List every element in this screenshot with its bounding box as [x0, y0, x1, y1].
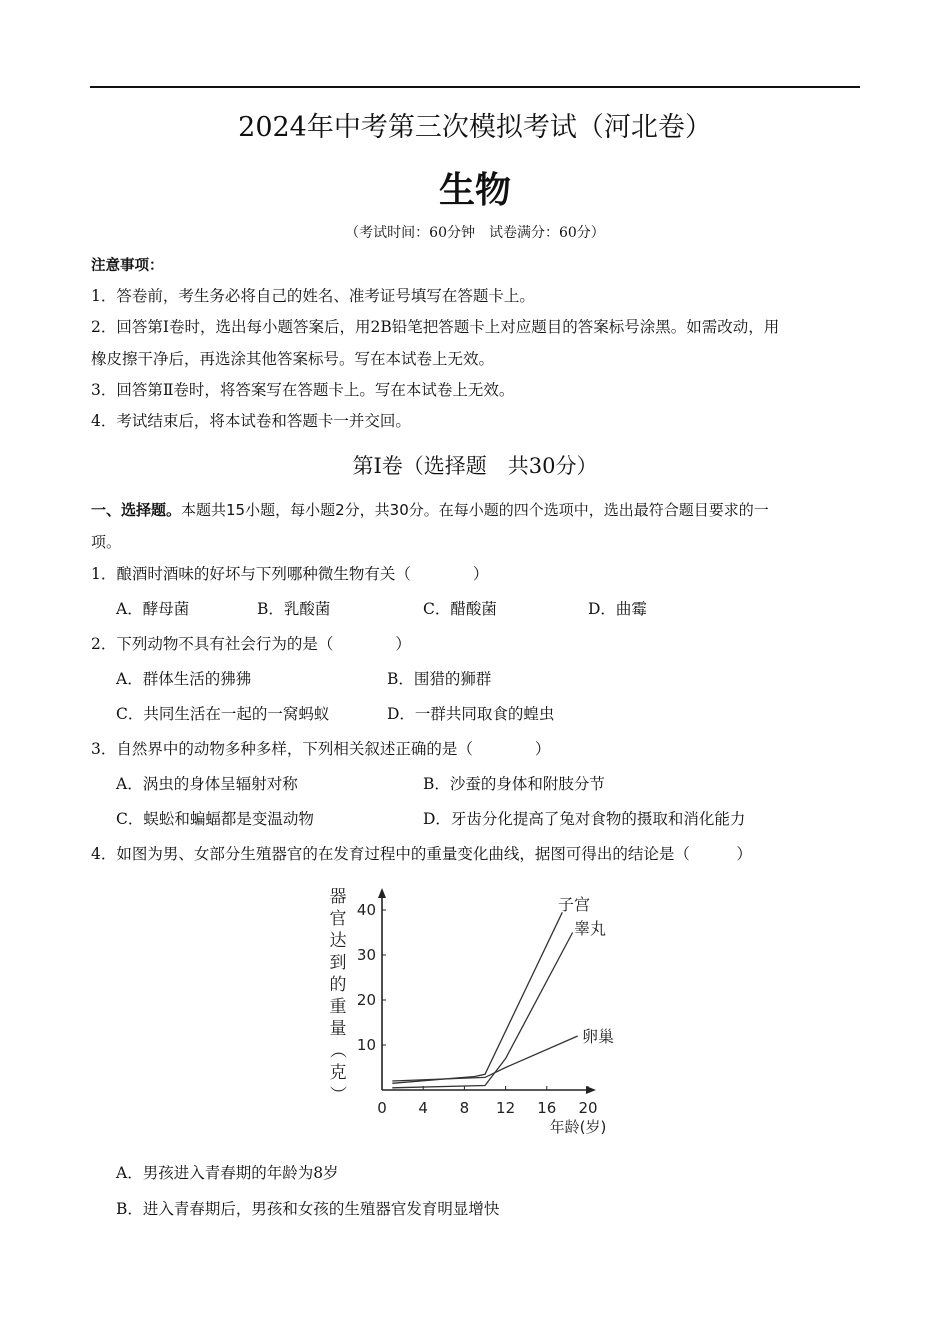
q3-option-a[interactable]: A．涡虫的身体呈辐射对称 [116, 775, 298, 793]
y-label-char: 官 [329, 909, 347, 929]
y-tick-label: 40 [356, 901, 376, 919]
x-tick-label: 12 [496, 1099, 516, 1117]
x-tick-label: 0 [377, 1099, 387, 1117]
y-label-char: 到 [329, 953, 347, 973]
x-axis-label: 年龄(岁) [549, 1118, 607, 1136]
series-label: 子宫 [558, 895, 591, 914]
question-4-stem: 4．如图为男、女部分生殖器官的在发育过程中的重量变化曲线，据图可得出的结论是（ ） [91, 845, 752, 863]
top-rule [90, 86, 860, 88]
x-tick-label: 4 [418, 1099, 428, 1117]
y-label-char: 的 [329, 975, 347, 995]
question-3-stem: 3．自然界中的动物多种多样，下列相关叙述正确的是（ ） [91, 740, 551, 758]
q1-option-b[interactable]: B．乳酸菌 [257, 600, 331, 618]
note-item: 1．答卷前，考生务必将自己的姓名、准考证号填写在答题卡上。 [91, 287, 535, 305]
y-axis-arrow [378, 888, 386, 898]
question-2-stem: 2．下列动物不具有社会行为的是（ ） [91, 635, 411, 653]
exam-meta: （考试时间：60分钟 试卷满分：60分） [345, 225, 605, 241]
q3-option-b[interactable]: B．沙蚕的身体和附肢分节 [423, 775, 605, 793]
note-item: 3．回答第Ⅱ卷时，将答案写在答题卡上。写在本试卷上无效。 [91, 381, 515, 399]
subject-title: 生物 [438, 170, 511, 211]
q2-option-b[interactable]: B．围猎的狮群 [387, 670, 492, 688]
series-label: 睾丸 [574, 919, 607, 938]
note-item: 2．回答第Ⅰ卷时，选出每小题答案后，用2B铅笔把答题卡上对应题目的答案标号涂黑。如需改动，用 [91, 318, 780, 336]
instr-cont: 项。 [91, 533, 122, 551]
q3-option-c[interactable]: C．蜈蚣和蝙蝠都是变温动物 [116, 810, 314, 828]
x-tick-label: 8 [459, 1099, 470, 1117]
y-label-char: （ [327, 1041, 347, 1059]
y-label-char: 器 [329, 887, 347, 907]
series-line-2 [392, 933, 572, 1088]
section-title: 第Ⅰ卷（选择题 共30分） [352, 454, 598, 478]
q2-option-a[interactable]: A．群体生活的狒狒 [116, 670, 252, 688]
q4-option-a[interactable]: A．男孩进入青春期的年龄为8岁 [116, 1164, 339, 1182]
y-label-char: 达 [329, 931, 347, 951]
x-tick-label: 20 [578, 1099, 598, 1117]
y-axis-label [327, 887, 347, 1103]
q1-option-c[interactable]: C．醋酸菌 [423, 600, 497, 618]
chart-axes [378, 888, 596, 1094]
organ-weight-chart [320, 880, 640, 1142]
y-tick-label: 10 [356, 1036, 376, 1054]
y-label-char: 量 [329, 1019, 347, 1039]
x-tick-label: 16 [537, 1099, 557, 1117]
q4-option-b[interactable]: B．进入青春期后，男孩和女孩的生殖器官发育明显增快 [116, 1200, 500, 1218]
instr-bold: 一、选择题。 [91, 501, 182, 519]
note-item: 橡皮擦干净后，再选涂其他答案标号。写在本试卷上无效。 [91, 350, 495, 368]
series-label: 卵巢 [582, 1027, 615, 1046]
q1-option-d[interactable]: D．曲霉 [588, 600, 647, 618]
section-instructions [91, 499, 769, 520]
question-1-stem: 1．酿酒时酒味的好坏与下列哪种微生物有关（ ） [91, 565, 489, 583]
exam-title: 2024年中考第三次模拟考试（河北卷） [238, 112, 712, 143]
q2-option-d[interactable]: D．一群共同取食的蝗虫 [387, 705, 555, 723]
chart-ticks [357, 901, 598, 1117]
y-label-char: ） [327, 1085, 347, 1103]
chart-series [392, 895, 614, 1088]
instr-rest: 本题共15小题，每小题2分，共30分。在每小题的四个选项中，选出最符合题目要求的一 [181, 501, 769, 519]
y-label-char: 克 [329, 1063, 347, 1083]
y-label-char: 重 [329, 997, 347, 1017]
series-line-1 [392, 912, 562, 1083]
y-tick-label: 20 [356, 991, 376, 1009]
note-item: 4．考试结束后，将本试卷和答题卡一并交回。 [91, 412, 411, 430]
q2-option-c[interactable]: C．共同生活在一起的一窝蚂蚁 [116, 705, 330, 723]
notes-heading: 注意事项： [91, 258, 164, 274]
q1-option-a[interactable]: A．酵母菌 [116, 600, 190, 618]
y-tick-label: 30 [356, 946, 376, 964]
q3-option-d[interactable]: D．牙齿分化提高了兔对食物的摄取和消化能力 [423, 810, 746, 828]
